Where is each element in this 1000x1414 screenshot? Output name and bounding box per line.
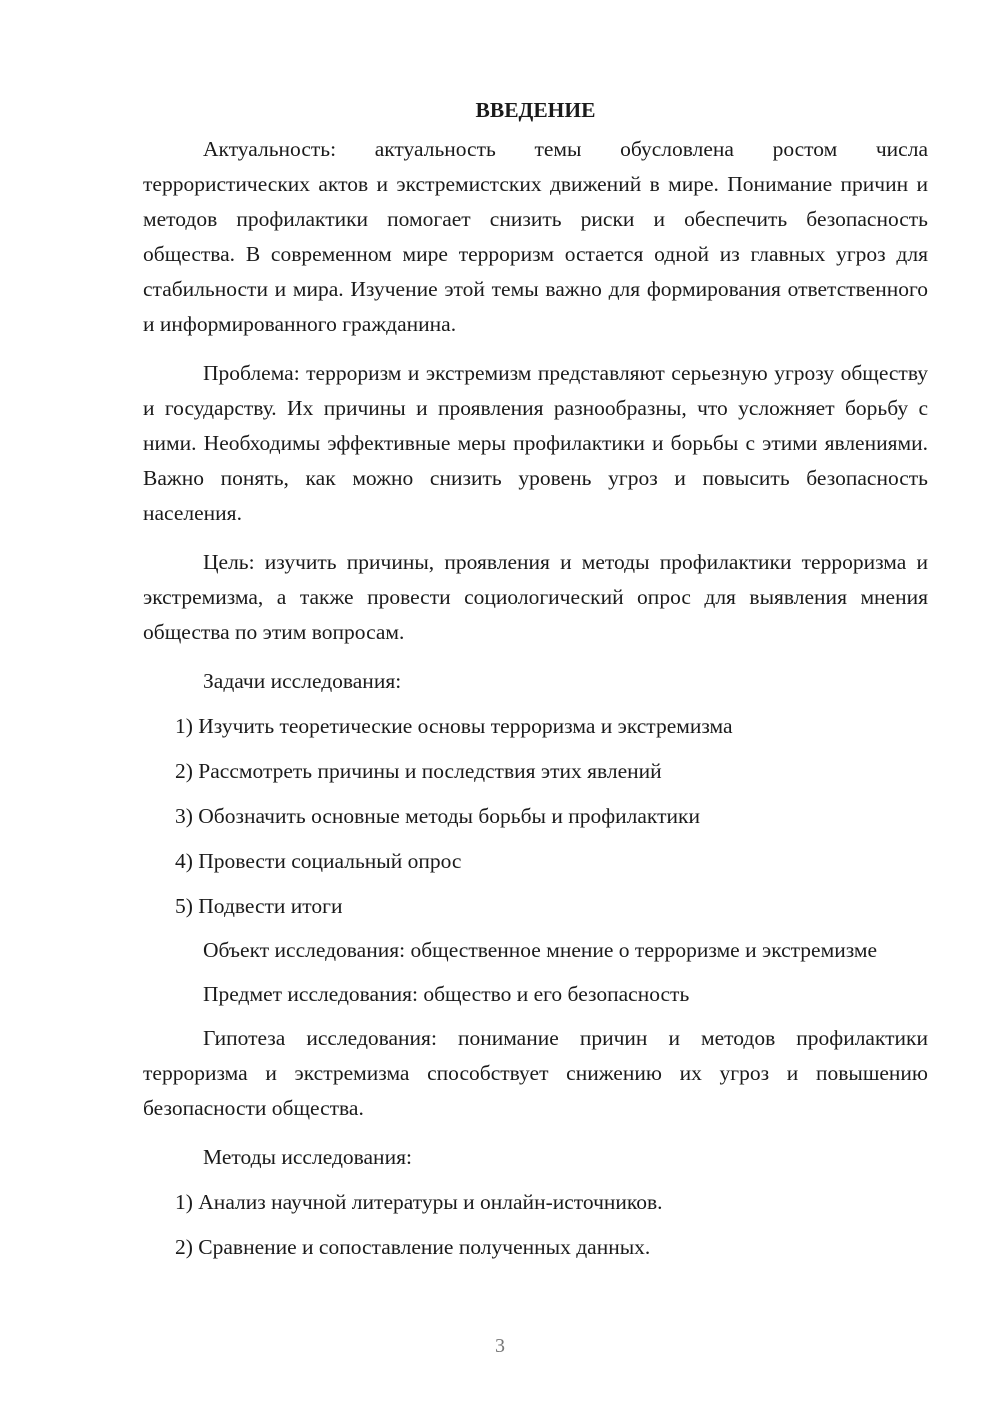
goal-paragraph: Цель: изучить причины, проявления и методы профилактики терроризма и экстремизма, а также провести социологический опрос для выявления мнения общества по этим вопросам. [143,550,928,644]
list-item: 2) Рассмотреть причины и последствия этих явлений [175,759,662,783]
page-title: ВВЕДЕНИЕ [475,98,596,122]
tasks-list [143,709,928,924]
problem-paragraph: Проблема: терроризм и экстремизм представляют серьезную угрозу обществу и государству. Их причины и проявления разнообразны, что усложняет борьбу с ними. Необходимы эффективные меры профилактики и борьбы с этими явлениями. Важно понять, как можно снизить уровень угроз и повысить безопасность населения. [143,361,928,525]
hypothesis-paragraph: Гипотеза исследования: понимание причин и методов профилактики терроризма и экстремизма способствует снижению их угроз и повышению безопасности общества. [143,1026,928,1120]
list-item: 1) Анализ научной литературы и онлайн-источников. [175,1190,663,1214]
list-item: 3) Обозначить основные методы борьбы и профилактики [175,804,700,828]
subject-paragraph: Предмет исследования: общество и его безопасность [203,982,690,1006]
object-paragraph: Объект исследования: общественное мнение о терроризме и экстремизме [203,938,878,962]
tasks-heading: Задачи исследования: [203,669,402,693]
relevance-paragraph: Актуальность: актуальность темы обусловлена ростом числа террористических актов и экстремистских движений в мире. Понимание причин и методов профилактики помогает снизить риски и обеспечить безопасность общества. В современном мире терроризм остается одной из главных угроз для стабильности и мира. Изучение этой темы важно для формирования ответственного и информированного гражданина. [143,137,928,336]
methods-heading: Методы исследования: [203,1145,412,1169]
methods-list [143,1185,928,1265]
list-item: 5) Подвести итоги [175,894,343,918]
page-number: 3 [495,1335,505,1357]
document-page [143,92,928,1265]
list-item: 2) Сравнение и сопоставление полученных данных. [175,1235,651,1259]
list-item: 1) Изучить теоретические основы терроризма и экстремизма [175,714,733,738]
list-item: 4) Провести социальный опрос [175,849,462,873]
